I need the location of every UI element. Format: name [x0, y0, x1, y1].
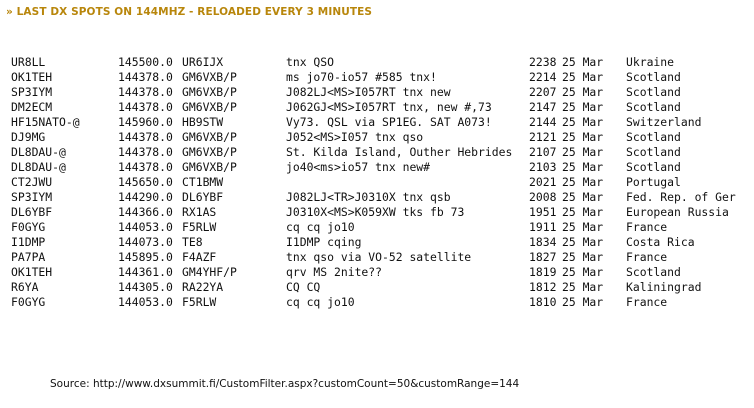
- date-cell: 25 Mar: [562, 160, 604, 174]
- frequency-cell: 144378.0: [118, 145, 173, 159]
- comment-cell: tnx qso via VO-52 satellite: [286, 250, 472, 264]
- date-cell: 25 Mar: [562, 85, 604, 99]
- comment-cell: cq cq jo10: [286, 220, 355, 234]
- comment-cell: [286, 175, 529, 190]
- frequency-cell: 144378.0: [118, 130, 173, 144]
- time-cell: 2147: [529, 100, 557, 114]
- country-cell: Kaliningrad: [626, 280, 702, 294]
- dx-callsign-cell: DM2ECM: [11, 100, 53, 114]
- frequency-cell: 144290.0: [118, 190, 173, 204]
- spotter-callsign-cell: F5RLW: [182, 295, 217, 309]
- comment-cell: qrv MS 2nite??: [286, 265, 383, 279]
- dx-callsign-cell: R6YA: [11, 280, 39, 294]
- country-cell: France: [626, 220, 668, 234]
- dx-callsign-cell: SP3IYM: [11, 190, 53, 204]
- date-cell: 25 Mar: [562, 280, 604, 294]
- comment-cell: J082LJ<MS>I057RT tnx new: [286, 85, 451, 99]
- table-row: [11, 205, 751, 220]
- spotter-callsign-cell: GM4YHF/P: [182, 265, 237, 279]
- table-row: [11, 265, 751, 280]
- country-cell: European Russia: [626, 205, 729, 219]
- spotter-callsign-cell: F5RLW: [182, 220, 217, 234]
- country-cell: Scotland: [626, 265, 681, 279]
- time-cell: 2121: [529, 130, 557, 144]
- country-cell: France: [626, 250, 668, 264]
- dx-callsign-cell: PA7PA: [11, 250, 46, 264]
- country-cell: Fed. Rep. of Ger: [626, 190, 736, 204]
- date-cell: 25 Mar: [562, 205, 604, 219]
- table-row: [11, 85, 751, 100]
- date-cell: 25 Mar: [562, 295, 604, 309]
- date-cell: 25 Mar: [562, 190, 604, 204]
- spotter-callsign-cell: GM6VXB/P: [182, 70, 237, 84]
- spotter-callsign-cell: GM6VXB/P: [182, 85, 237, 99]
- dx-callsign-cell: DJ9MG: [11, 130, 46, 144]
- country-cell: Scotland: [626, 70, 681, 84]
- table-row: [11, 190, 751, 205]
- spotter-callsign-cell: HB9STW: [182, 115, 224, 129]
- source-note: Source: http://www.dxsummit.fi/CustomFilter.aspx?customCount=50&customRange=144: [50, 378, 520, 390]
- dx-callsign-cell: CT2JWU: [11, 175, 53, 189]
- time-cell: 2107: [529, 145, 557, 159]
- time-cell: 1810: [529, 295, 557, 309]
- comment-cell: J062GJ<MS>I057RT tnx, new #,73: [286, 100, 492, 114]
- comment-cell: jo40<ms>io57 tnx new#: [286, 160, 431, 174]
- frequency-cell: 145500.0: [118, 55, 173, 69]
- comment-cell: J052<MS>I057 tnx qso: [286, 130, 424, 144]
- table-row: [11, 250, 751, 265]
- date-cell: 25 Mar: [562, 250, 604, 264]
- dx-callsign-cell: F0GYG: [11, 295, 46, 309]
- frequency-cell: 144378.0: [118, 100, 173, 114]
- date-cell: 25 Mar: [562, 55, 604, 69]
- spotter-callsign-cell: RX1AS: [182, 205, 217, 219]
- comment-cell: CQ CQ: [286, 280, 321, 294]
- time-cell: 2008: [529, 190, 557, 204]
- spotter-callsign-cell: GM6VXB/P: [182, 130, 237, 144]
- frequency-cell: 144366.0: [118, 205, 173, 219]
- table-row: [11, 130, 751, 145]
- country-cell: France: [626, 295, 668, 309]
- date-cell: 25 Mar: [562, 265, 604, 279]
- date-cell: 25 Mar: [562, 175, 604, 189]
- dx-callsign-cell: DL8DAU-@: [11, 145, 66, 159]
- country-cell: Scotland: [626, 145, 681, 159]
- date-cell: 25 Mar: [562, 70, 604, 84]
- date-cell: 25 Mar: [562, 145, 604, 159]
- dx-callsign-cell: SP3IYM: [11, 85, 53, 99]
- table-row: [11, 160, 751, 175]
- time-cell: 2144: [529, 115, 557, 129]
- date-cell: 25 Mar: [562, 220, 604, 234]
- comment-cell: ms jo70-io57 #585 tnx!: [286, 70, 437, 84]
- spotter-callsign-cell: GM6VXB/P: [182, 145, 237, 159]
- page-title: » LAST DX SPOTS ON 144MHZ - RELOADED EVERY 3 MINUTES: [6, 6, 373, 18]
- country-cell: Scotland: [626, 160, 681, 174]
- frequency-cell: 144378.0: [118, 70, 173, 84]
- table-row: [11, 100, 751, 115]
- comment-cell: cq cq jo10: [286, 295, 355, 309]
- comment-cell: St. Kilda Island, Outher Hebrides: [286, 145, 513, 159]
- time-cell: 1834: [529, 235, 557, 249]
- spotter-callsign-cell: RA22YA: [182, 280, 224, 294]
- frequency-cell: 144378.0: [118, 85, 173, 99]
- date-cell: 25 Mar: [562, 115, 604, 129]
- time-cell: 2207: [529, 85, 557, 99]
- country-cell: Scotland: [626, 130, 681, 144]
- time-cell: 2103: [529, 160, 557, 174]
- spotter-callsign-cell: UR6IJX: [182, 55, 224, 69]
- table-row: [11, 220, 751, 235]
- dx-callsign-cell: OK1TEH: [11, 70, 53, 84]
- table-row: [11, 70, 751, 85]
- comment-cell: I1DMP cqing: [286, 235, 362, 249]
- frequency-cell: 144378.0: [118, 160, 173, 174]
- time-cell: 1827: [529, 250, 557, 264]
- frequency-cell: 145650.0: [118, 175, 173, 189]
- frequency-cell: 144053.0: [118, 295, 173, 309]
- spotter-callsign-cell: CT1BMW: [182, 175, 224, 189]
- frequency-cell: 145895.0: [118, 250, 173, 264]
- time-cell: 1911: [529, 220, 557, 234]
- spotter-callsign-cell: GM6VXB/P: [182, 160, 237, 174]
- comment-cell: tnx QSO: [286, 55, 335, 69]
- dx-spots-table: [11, 55, 751, 310]
- frequency-cell: 144361.0: [118, 265, 173, 279]
- dx-callsign-cell: DL8DAU-@: [11, 160, 66, 174]
- country-cell: Switzerland: [626, 115, 702, 129]
- dx-callsign-cell: UR8LL: [11, 55, 46, 69]
- time-cell: 2214: [529, 70, 557, 84]
- dx-callsign-cell: DL6YBF: [11, 205, 53, 219]
- dx-callsign-cell: F0GYG: [11, 220, 46, 234]
- time-cell: 1819: [529, 265, 557, 279]
- frequency-cell: 144053.0: [118, 220, 173, 234]
- time-cell: 2238: [529, 55, 557, 69]
- spotter-callsign-cell: DL6YBF: [182, 190, 224, 204]
- dx-callsign-cell: OK1TEH: [11, 265, 53, 279]
- spotter-callsign-cell: F4AZF: [182, 250, 217, 264]
- date-cell: 25 Mar: [562, 100, 604, 114]
- table-row: [11, 145, 751, 160]
- table-row: [11, 55, 751, 70]
- time-cell: 2021: [529, 175, 557, 189]
- date-cell: 25 Mar: [562, 130, 604, 144]
- frequency-cell: 145960.0: [118, 115, 173, 129]
- country-cell: Scotland: [626, 85, 681, 99]
- comment-cell: J082LJ<TR>J0310X tnx qsb: [286, 190, 451, 204]
- country-cell: Costa Rica: [626, 235, 695, 249]
- date-cell: 25 Mar: [562, 235, 604, 249]
- country-cell: Scotland: [626, 100, 681, 114]
- table-row: [11, 175, 751, 190]
- table-row: [11, 295, 751, 310]
- table-row: [11, 115, 751, 130]
- comment-cell: J0310X<MS>K059XW tks fb 73: [286, 205, 465, 219]
- time-cell: 1812: [529, 280, 557, 294]
- table-row: [11, 235, 751, 250]
- dx-callsign-cell: HF15NATO-@: [11, 115, 80, 129]
- table-row: [11, 280, 751, 295]
- country-cell: Ukraine: [626, 55, 675, 69]
- time-cell: 1951: [529, 205, 557, 219]
- frequency-cell: 144073.0: [118, 235, 173, 249]
- spotter-callsign-cell: GM6VXB/P: [182, 100, 237, 114]
- country-cell: Portugal: [626, 175, 681, 189]
- dx-callsign-cell: I1DMP: [11, 235, 46, 249]
- frequency-cell: 144305.0: [118, 280, 173, 294]
- spotter-callsign-cell: TE8: [182, 235, 203, 249]
- comment-cell: Vy73. QSL via SP1EG. SAT A073!: [286, 115, 492, 129]
